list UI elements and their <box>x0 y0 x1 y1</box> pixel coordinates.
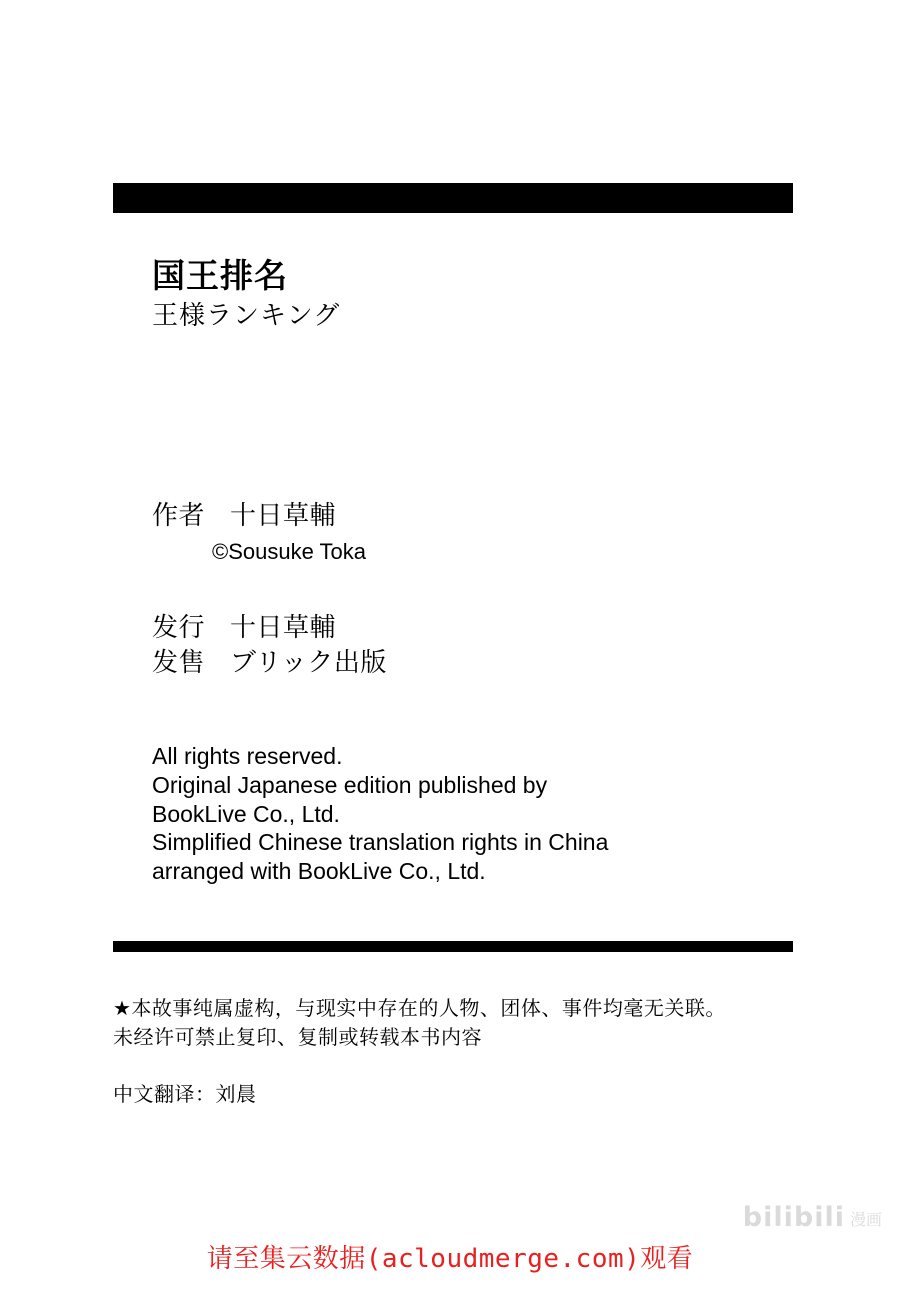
rights-line: BookLive Co., Ltd. <box>152 800 340 827</box>
release-label: 发售 <box>152 647 206 678</box>
title-chinese: 国王排名 <box>152 257 288 294</box>
publisher-row <box>152 610 812 645</box>
credits-block <box>152 498 812 680</box>
note-line-translator: 中文翻译：刘晨 <box>113 1084 257 1106</box>
notes-spacer <box>113 1053 833 1081</box>
top-divider-bar <box>113 183 793 213</box>
title-block <box>152 258 340 331</box>
author-name: 十日草輔 <box>230 500 337 530</box>
release-name: ブリック出版 <box>230 647 387 678</box>
publisher-name: 十日草輔 <box>230 612 337 643</box>
rights-line: arranged with BookLive Co., Ltd. <box>152 858 486 884</box>
note-line-reproduction: 未经许可禁止复印、复制或转载本书内容 <box>113 1027 482 1049</box>
notes-block <box>113 995 833 1110</box>
author-row <box>152 498 812 533</box>
bilibili-logo-text: bilibili <box>742 1202 845 1233</box>
note-line-disclaimer: ★本故事纯属虚构，与现实中存在的人物、团体、事件均毫无关联。 <box>113 998 726 1020</box>
source-url-footer: 请至集云数据(acloudmerge.com)观看 <box>206 1244 694 1274</box>
release-row <box>152 645 812 680</box>
title-japanese: 王様ランキング <box>152 300 341 331</box>
author-label: 作者 <box>152 500 206 530</box>
bottom-divider-bar <box>113 941 793 952</box>
copyright-line: ©Sousuke Toka <box>212 539 367 565</box>
rights-block <box>152 742 832 886</box>
publisher-label: 发行 <box>152 612 206 643</box>
bilibili-watermark-label: 漫画 <box>849 1212 882 1229</box>
rights-line: All rights reserved. <box>152 743 343 769</box>
credits-spacer <box>152 568 812 610</box>
bilibili-watermark <box>743 1202 882 1233</box>
rights-line: Original Japanese edition published by <box>152 771 548 798</box>
rights-line: Simplified Chinese translation rights in China <box>152 829 609 856</box>
